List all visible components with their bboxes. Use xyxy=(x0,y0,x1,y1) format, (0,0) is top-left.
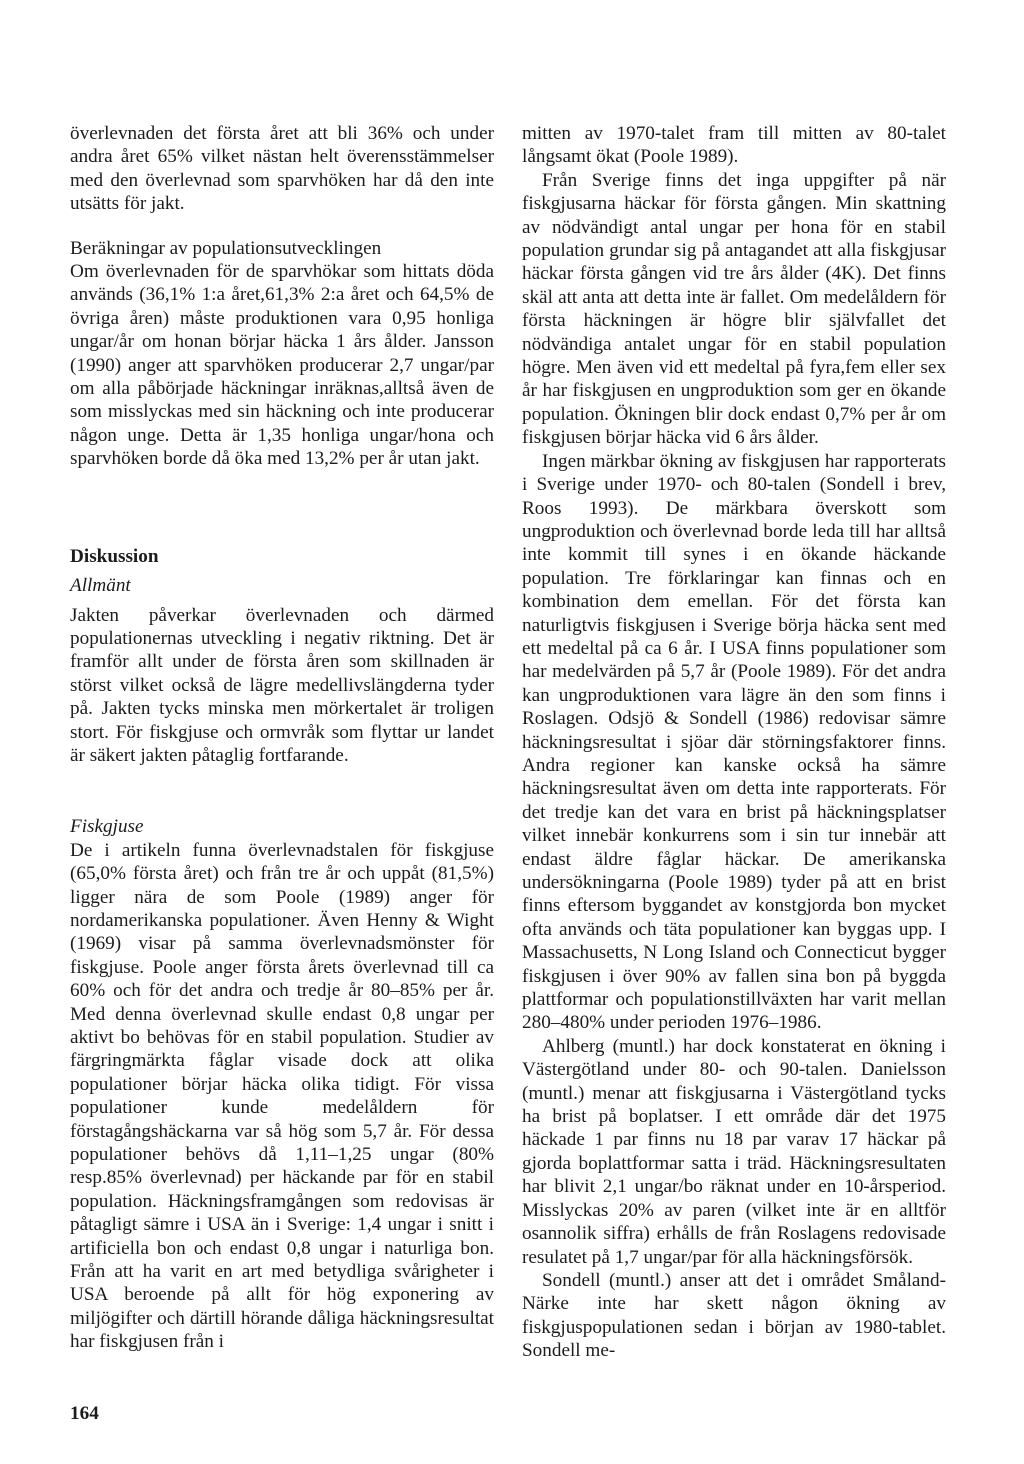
calc-heading: Beräkningar av populationsutvecklingen xyxy=(70,237,382,259)
right-paragraph-3: Ingen märkbar ökning av fiskgjusen har rapporterats i Sverige under 1970- och 80-talen (Sondell i brev, Roos 1993). De märkbara överskott som ungproduktion och överlevnad borde leda till har alltså inte kommit till synes i en ökande häckande population. Tre förklaringar kan finnas och en kombination dem emellan. För det första kan naturligtvis fiskgjusen i Sverige börja häcka sent med ett medeltal på ca 6 år. I USA finns populationer som har medelvärden på 5,7 år (Poole 1989). För det andra kan ungproduktionen vara lägre än den som finns i Roslagen. Odsjö & Sondell (1986) redovisar sämre häckningsresultat i sjöar där störningsfaktorer finns. Andra regioner kan kanske också ha sämre häckningsresultat även om detta inte rapporterats. För det tredje kan det vara en brist på häckningsplatser vilket innebär konkurrens som i sin tur innebär att endast äldre fåglar häckar. De amerikanska undersökningarna (Poole 1989) tyder på att en brist finns eftersom byggandet av konstgjorda bon mycket ofta används och täta populationer kan byggas upp. I Massachusetts, N Long Island och Connecticut bygger fiskgjusen i över 90% av fallen sina bon på byggda plattformar och populationstillväxten har varit mellan 280–480% under perioden 1976–1986. xyxy=(522,450,946,1034)
calc-paragraph: Om överlevnaden för de sparvhökar som hittats döda används (36,1% 1:a året,61,3% 2:a året och 64,5% de övriga åren) måste produktionen vara 0,95 honliga ungar/år om honan börjar häcka 1 års ålder. Jansson (1990) anger att sparvhöken producerar 2,7 ungar/par om alla påbörjade häckningar inräknas,alltså även de som misslyckas med sin häckning och inte producerar någon unge. Detta är 1,35 honliga ungar/hona och sparvhöken borde då öka med 13,2% per år utan jakt. xyxy=(70,261,494,470)
left-column xyxy=(70,122,494,1354)
osprey-subheading: Fiskgjuse xyxy=(70,816,144,838)
general-subheading: Allmänt xyxy=(70,575,131,597)
right-paragraph-2: Från Sverige finns det inga uppgifter på när fiskgjusarna häckar för första gången. Min skattning av nödvändigt antal ungar per hona för en stabil population grundar sig på antagandet att alla fiskgjusar häckar första gången vid tre års ålder (4K). Det finns skäl att anta att detta inte är fallet. Om medelåldern för första häckningen är högre blir självfallet det nödvändiga antalet ungar för en stabil population högre. Men även vid ett medeltal på fyra,fem eller sex år har fiskgjusen en ungproduktion som ger en ökande population. Ökningen blir dock endast 0,7% per år om fiskgjusen börjar häcka vid 6 års ålder. xyxy=(522,169,946,449)
page-number: 164 xyxy=(70,1403,99,1424)
right-paragraph-4: Ahlberg (muntl.) har dock konstaterat en ökning i Västergötland under 80- och 90-talen. Danielsson (muntl.) menar att fiskgjusarna i Västergötland tycks ha brist på boplatser. I ett område där det 1975 häckade 1 par finns nu 18 par varav 17 häckar på gjorda boplattformar satta i träd. Häckningsresultaten har blivit 2,1 ungar/bo räknat under en 10-årsperiod. Misslyckas 20% av paren (vilket inte är en alltför osannolik siffra) erhålls de från Roslagens redovisade resulatet på 1,7 ungar/par för alla häckningsförsök. xyxy=(522,1035,946,1268)
right-column xyxy=(522,122,946,1363)
general-paragraph: Jakten påverkar överlevnaden och därmed populationernas utveckling i negativ riktning. Det är framför allt under de första åren som skillnaden är störst vilket också de lägre medellivslängderna tyder på. Jakten tycks minska men mörkertalet är troligen stort. För fiskgjuse och ormvråk som flyttar ur landet är säkert jakten påtaglig fortfarande. xyxy=(70,604,494,766)
osprey-paragraph: De i artikeln funna överlevnadstalen för fiskgjuse (65,0% första året) och från tre år och uppåt (81,5%) ligger nära de som Poole (1989) anger för nordamerikanska populationer. Även Henny & Wight (1969) visar på samma överlevnadsmönster för fiskgjuse. Poole anger första årets överlevnad till ca 60% och för det andra och tredje år 80–85% per år. Med denna överlevnad skulle endast 0,8 ungar per aktivt bo behövas för en stabil population. Studier av färgringmärkta fåglar visade dock att olika populationer börjar häcka olika tidigt. För vissa populationer kunde medelåldern för förstagångshäckarna var så hög som 5,7 år. För dessa populationer behövs då 1,11–1,25 ungar (80% resp.85% överlevnad) per häckande par för en stabil population. Häckningsframgången som redovisas är påtagligt sämre i USA än i Sverige: 1,4 ungar i snitt i artificiella bon och endast 0,8 ungar i naturliga bon. Från att ha varit en art med betydliga svårigheter i USA beroende på allt för hög exponering av miljögifter och därtill hörande dåliga häckningsresultat har fiskgjusen från i xyxy=(70,839,494,1353)
right-paragraph-5: Sondell (muntl.) anser att det i området Småland-Närke inte har skett någon ökning av fiskgjuspopulationen sedan i början av 1980-tablet. Sondell me- xyxy=(522,1269,946,1362)
intro-paragraph: överlevnaden det första året att bli 36% och under andra året 65% vilket nästan helt överensstämmelser med den överlevnad som sparvhöken har då den inte utsätts för jakt. xyxy=(70,123,494,215)
right-paragraph-1: mitten av 1970-talet fram till mitten av 80-talet långsamt ökat (Poole 1989). xyxy=(522,123,946,168)
discussion-heading: Diskussion xyxy=(70,545,159,567)
